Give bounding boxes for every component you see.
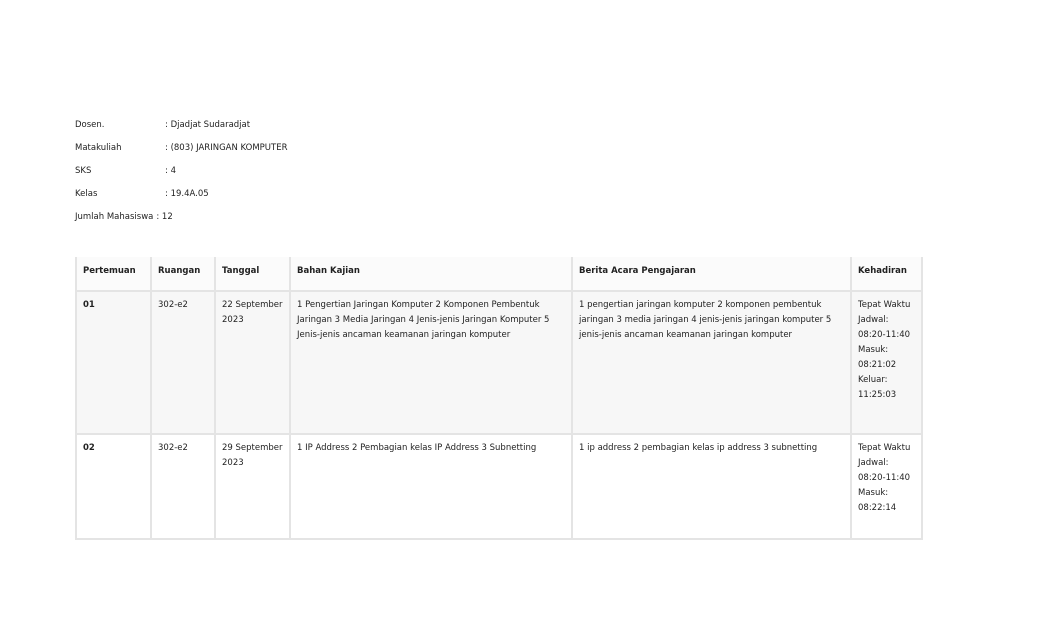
course-info	[75, 119, 287, 234]
info-label: Jumlah Mahasiswa	[75, 212, 154, 222]
info-matakuliah	[75, 142, 287, 165]
cell-pertemuan: 01	[76, 291, 151, 434]
cell-berita-acara: 1 pengertian jaringan komputer 2 komponen pembentuk jaringan 3 media jaringan 4 jenis-jenis jaringan komputer 5 jenis-jenis ancaman keamanan jaringan komputer	[572, 291, 851, 434]
kehadiran-jadwal: Jadwal: 08:20-11:40	[858, 458, 911, 483]
cell-bahan-kajian: 1 IP Address 2 Pembagian kelas IP Address 3 Subnetting	[290, 434, 572, 539]
kehadiran-masuk: Masuk: 08:22:14	[858, 488, 897, 513]
info-label: Dosen.	[75, 120, 105, 130]
info-value: : Djadjat Sudaradjat	[165, 120, 251, 130]
info-label: SKS	[75, 166, 92, 176]
cell-kehadiran	[851, 434, 922, 539]
info-sks	[75, 165, 287, 188]
cell-bahan-kajian: 1 Pengertian Jaringan Komputer 2 Komponen Pembentuk Jaringan 3 Media Jaringan 4 Jenis-jenis Jaringan Komputer 5 Jenis-jenis ancaman keamanan jaringan komputer	[290, 291, 572, 434]
info-label: Matakuliah	[75, 143, 122, 153]
info-kelas	[75, 188, 287, 211]
header-pertemuan: Pertemuan	[76, 257, 151, 291]
cell-ruangan: 302-e2	[151, 291, 215, 434]
kehadiran-status: Tepat Waktu	[858, 300, 911, 310]
header-kehadiran: Kehadiran	[851, 257, 922, 291]
cell-tanggal: 22 September 2023	[215, 291, 290, 434]
header-berita-acara: Berita Acara Pengajaran	[572, 257, 851, 291]
table-header-row	[76, 257, 922, 291]
cell-tanggal: 29 September 2023	[215, 434, 290, 539]
cell-berita-acara: 1 ip address 2 pembagian kelas ip address 3 subnetting	[572, 434, 851, 539]
header-tanggal: Tanggal	[215, 257, 290, 291]
info-value: : 19.4A.05	[165, 189, 209, 199]
kehadiran-jadwal: Jadwal: 08:20-11:40	[858, 315, 911, 340]
kehadiran-keluar: Keluar: 11:25:03	[858, 375, 897, 400]
info-label: Kelas	[75, 189, 98, 199]
kehadiran-masuk: Masuk: 08:21:02	[858, 345, 897, 370]
cell-ruangan: 302-e2	[151, 434, 215, 539]
info-dosen	[75, 119, 287, 142]
header-bahan-kajian: Bahan Kajian	[290, 257, 572, 291]
table-row	[76, 291, 922, 434]
cell-pertemuan: 02	[76, 434, 151, 539]
info-value: : 12	[156, 212, 173, 222]
header-ruangan: Ruangan	[151, 257, 215, 291]
info-jumlah-mahasiswa	[75, 211, 287, 234]
table-row	[76, 434, 922, 539]
attendance-table	[75, 257, 923, 540]
info-value: : (803) JARINGAN KOMPUTER	[165, 143, 288, 153]
cell-kehadiran	[851, 291, 922, 434]
info-value: : 4	[165, 166, 176, 176]
kehadiran-status: Tepat Waktu	[858, 443, 911, 453]
